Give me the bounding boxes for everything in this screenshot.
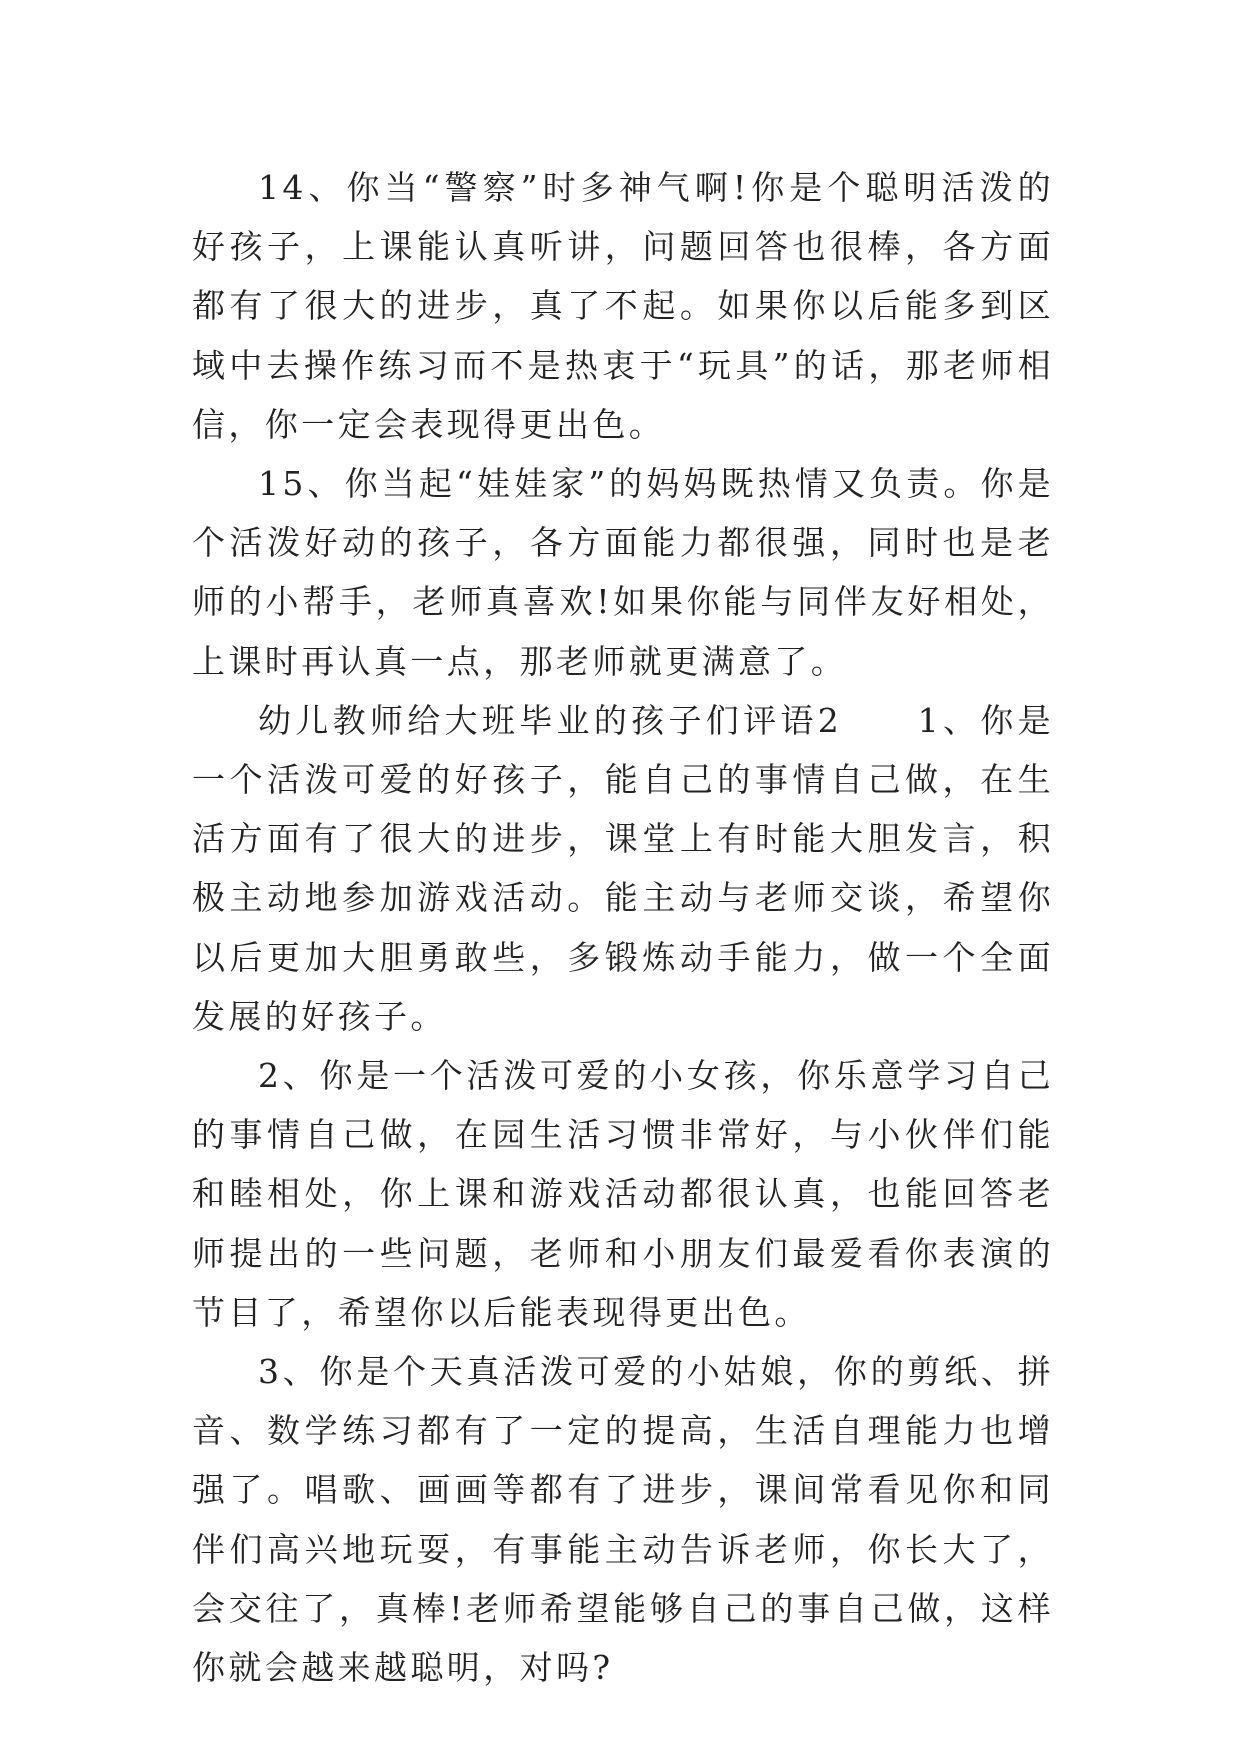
paragraph-item-2: 2、你是一个活泼可爱的小女孩，你乐意学习自己的事情自己做，在园生活习惯非常好，与小伙伴们能和睦相处，你上课和游戏活动都很认真，也能回答老师提出的一些问题，老师和小朋友们最爱看你表演的节目了，希望你以后能表现得更出色。	[192, 1056, 1054, 1332]
document-body	[192, 158, 1054, 1697]
paragraph-14: 14、你当“警察”时多神气啊!你是个聪明活泼的好孩子，上课能认真听讲，问题回答也很棒，各方面都有了很大的进步，真了不起。如果你以后能多到区域中去操作练习而不是热衷于“玩具”的话，那老师相信，你一定会表现得更出色。	[192, 168, 1054, 444]
paragraph-section-2-item-1: 幼儿教师给大班毕业的孩子们评语2 1、你是一个活泼可爱的好孩子，能自己的事情自己做，在生活方面有了很大的进步，课堂上有时能大胆发言，积极主动地参加游戏活动。能主动与老师交谈，希望你以后更加大胆勇敢些，多锻炼动手能力，做一个全面发展的好孩子。	[192, 700, 1054, 1036]
paragraph-item-3: 3、你是个天真活泼可爱的小姑娘，你的剪纸、拼音、数学练习都有了一定的提高，生活自理能力也增强了。唱歌、画画等都有了进步，课间常看见你和同伴们高兴地玩耍，有事能主动告诉老师，你长大了，会交往了，真棒!老师希望能够自己的事自己做，这样你就会越来越聪明，对吗?	[192, 1352, 1054, 1688]
paragraph-15: 15、你当起“娃娃家”的妈妈既热情又负责。你是个活泼好动的孩子，各方面能力都很强，同时也是老师的小帮手，老师真喜欢!如果你能与同伴友好相处，上课时再认真一点，那老师就更满意了。	[192, 464, 1054, 681]
